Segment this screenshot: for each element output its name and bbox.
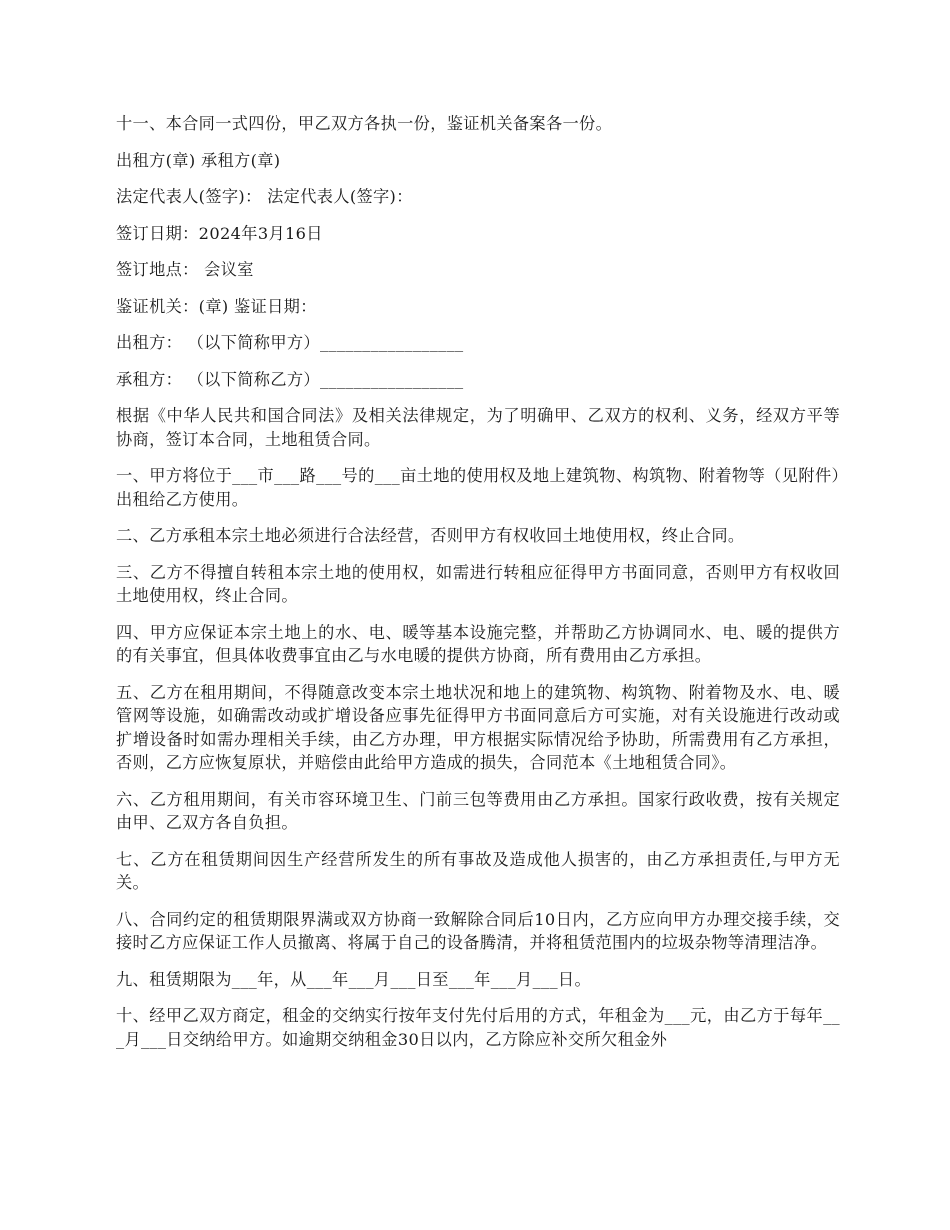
clause-7: 七、乙方在租赁期间因生产经营所发生的所有事故及造成他人损害的，由乙方承担责任,与甲方无关。 — [116, 849, 840, 892]
clause-4: 四、甲方应保证本宗土地上的水、电、暖等基本设施完整，并帮助乙方协调同水、电、暖的提供方的有关事宜，但具体收费事宜由乙与水电暖的提供方协商，所有费用由乙方承担。 — [116, 622, 840, 665]
clause-11-copies: 十一、本合同一式四份，甲乙双方各执一份，鉴证机关备案各一份。 — [116, 114, 613, 133]
signing-place-line: 签订地点： 会议室 — [116, 260, 254, 279]
clause-3: 三、乙方不得擅自转租本宗土地的使用权，如需进行转租应征得甲方书面同意，否则甲方有权收回土地使用权，终止合同。 — [116, 562, 840, 605]
clause-9: 九、租赁期限为___年，从___年___月___日至___年___月___日。 — [116, 969, 591, 989]
clause-1: 一、甲方将位于___市___路___号的___亩土地的使用权及地上建筑物、构筑物、附着物等（见附件）出租给乙方使用。 — [116, 466, 840, 509]
lessor-line: 出租方： （以下简称甲方）_________________ — [116, 333, 464, 352]
signing-date-line: 签订日期：2024年3月16日 — [116, 223, 323, 243]
preamble-paragraph: 根据《中华人民共和国合同法》及相关法律规定，为了明确甲、乙双方的权利、义务，经双方平等协商，签订本合同，土地租赁合同。 — [116, 406, 840, 449]
lessee-line: 承租方： （以下简称乙方）_________________ — [116, 369, 464, 389]
clause-6: 六、乙方租用期间，有关市容环境卫生、门前三包等费用由乙方承担。国家行政收费，按有关规定由甲、乙双方各自负担。 — [116, 789, 840, 832]
signature-seal-line: 出租方(章) 承租方(章) — [116, 150, 281, 170]
clause-2: 二、乙方承租本宗土地必须进行合法经营，否则甲方有权收回土地使用权，终止合同。 — [116, 526, 745, 545]
clause-10: 十、经甲乙双方商定，租金的交纳实行按年支付先付后用的方式，年租金为___元，由乙方于每年___月___日交纳给甲方。如逾期交纳租金30日以内，乙方除应补交所欠租金外 — [116, 1006, 840, 1049]
clause-8: 八、合同约定的租赁期限界满或双方协商一致解除合同后10日内，乙方应向甲方办理交接手续，交接时乙方应保证工作人员撤离、将属于自己的设备腾清，并将租赁范围内的垃圾杂物等清理洁净。 — [116, 909, 840, 952]
clause-5: 五、乙方在租用期间，不得随意改变本宗土地状况和地上的建筑物、构筑物、附着物及水、电、暖管网等设施，如确需改动或扩增设备应事先征得甲方书面同意后方可实施，对有关设施进行改动或扩增设备时如需办理相关手续，由乙方办理，甲方根据实际情况给予协助，所需费用有乙方承担，否则，乙方应恢复原状，并赔偿由此给甲方造成的损失，合同范本《土地租赁合同》。 — [116, 682, 840, 772]
document-body — [116, 112, 840, 1064]
verification-authority-line: 鉴证机关：(章) 鉴证日期： — [116, 296, 317, 316]
legal-representative-line: 法定代表人(签字)： 法定代表人(签字)： — [116, 187, 413, 206]
